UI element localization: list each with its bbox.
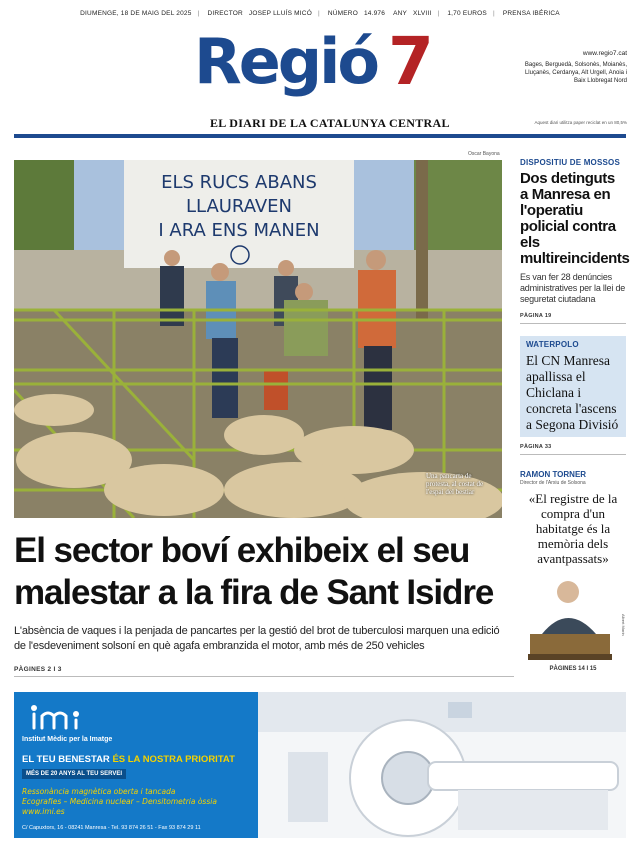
ad-contact: C/ Capuxtors, 16 - 08241 Manresa - Tel. 93 874 26 51 - Fax 93 874 29 11 xyxy=(22,825,201,831)
ad-text-panel xyxy=(14,692,258,838)
portrait-illustration xyxy=(520,574,626,670)
main-headline[interactable]: El sector boví exhibeix el seu malestar a la fira de Sant Isidre xyxy=(14,531,494,612)
sidebar-rule xyxy=(520,454,626,455)
sign-line-1: ELS RUCS ABANS xyxy=(161,172,317,193)
interviewee-name: RAMON TORNER xyxy=(520,470,587,479)
ad-brand: Institut Mèdic per la Imatge xyxy=(22,736,113,743)
interviewee-portrait xyxy=(520,574,626,670)
year-label: ANY xyxy=(393,10,408,17)
masthead-info-bar: DIUMENGE, 18 DE MAIG DEL 2025 | DIRECTOR JOSEP LLUÍS MICÓ | NÚMERO 14.976 ANY XLVIII | 1,70 EUROS | PRENSA IBÉRICA xyxy=(80,10,560,17)
sidebar-interview[interactable] xyxy=(520,470,626,566)
coverage-regions: Bages, Berguedà, Solsonès, Moianès, Lluçanès, Cerdanya, Alt Urgell, Anoia i Baix Llobregat Nord xyxy=(524,62,627,84)
tagline: EL DIARI DE LA CATALUNYA CENTRAL xyxy=(210,116,450,130)
issue-price: 1,70 EUROS xyxy=(447,10,487,17)
ad-slogan-a: EL TEU BENESTAR xyxy=(22,754,110,765)
masthead-rule xyxy=(14,134,626,138)
publisher: PRENSA IBÉRICA xyxy=(502,10,560,17)
ad-services xyxy=(22,787,217,817)
story-page-ref[interactable]: PÀGINA 19 xyxy=(520,313,552,319)
photo-credit: Oscar Bayona xyxy=(468,151,500,157)
sign-line-2: LLAURAVEN xyxy=(185,196,293,217)
ad-service-mri: Ressonància magnètica oberta i tancada xyxy=(22,787,176,796)
ad-slogan-b: ÉS LA NOSTRA PRIORITAT xyxy=(112,754,235,765)
masthead-web-block xyxy=(517,50,627,85)
lead-photo[interactable] xyxy=(14,160,502,518)
number-label: NÚMERO xyxy=(327,10,358,17)
director-name: JOSEP LLUÍS MICÓ xyxy=(248,10,312,17)
ad-website[interactable]: www.imi.es xyxy=(22,807,65,816)
issue-number: 14.976 xyxy=(363,10,386,17)
issue-date: DIUMENGE, 18 DE MAIG DEL 2025 xyxy=(80,10,192,17)
story-kicker: WATERPOLO xyxy=(526,340,579,349)
logo-wordmark: Regió xyxy=(194,25,378,98)
portrait-credit: Albert Marín xyxy=(621,614,626,636)
story-kicker: DISPOSITIU DE MOSSOS xyxy=(520,158,621,167)
interview-page-ref[interactable]: PÀGINES 14 I 15 xyxy=(549,666,597,672)
interview-quote[interactable]: «El registre de la compra d'un habitatge és la memòria dels avantpassats» xyxy=(528,491,618,566)
story-headline[interactable]: El CN Manresa apallissa el Chiclana i concreta l'ascens a Segona Divisió xyxy=(526,353,619,432)
imi-logo-icon xyxy=(28,702,108,732)
sidebar-story-waterpolo-page xyxy=(520,444,626,455)
scanner-illustration xyxy=(258,692,626,838)
sidebar-story-police[interactable] xyxy=(520,158,630,324)
sign-line-3: I ARA ENS MANEN xyxy=(158,220,320,241)
website-link[interactable]: www.regio7.cat xyxy=(582,50,627,57)
ad-badge: MÉS DE 20 ANYS AL TEU SERVEI xyxy=(22,769,126,779)
logo-number: 7 xyxy=(388,23,434,100)
photo-caption: Una pancarta de protesta, al costat de l'espai del bestiar xyxy=(426,472,484,496)
interviewee-role: Director de l'Arxiu de Solsona xyxy=(520,480,586,486)
director-label: DIRECTOR xyxy=(207,10,243,17)
issue-year: XLVIII xyxy=(413,10,432,17)
lead-photo-illustration xyxy=(14,160,502,518)
newspaper-logo[interactable] xyxy=(190,22,450,114)
lead-summary: L'absència de vaques i la penjada de pancartes per la gestió del brot de tuberculosi marquen una edició de l'esdeveniment solsoní en què agafa embranzida el motor, amb més de 250 vehicles xyxy=(14,625,500,652)
ad-slogan xyxy=(22,754,235,765)
story-page-ref[interactable]: PÀGINA 33 xyxy=(520,444,552,450)
ad-service-other: Ecografies – Medicina nuclear – Densitometria òssia xyxy=(22,797,217,806)
sidebar-story-waterpolo[interactable] xyxy=(520,336,626,437)
lead-page-ref[interactable]: PÀGINES 2 I 3 xyxy=(14,666,62,673)
recycled-paper-note: Aquest diari utilitza paper reciclat en un 80,5% xyxy=(534,120,627,125)
story-headline[interactable]: Dos detinguts a Manresa en l'operatiu policial contra els multireincidents xyxy=(520,170,630,267)
story-summary: Es van fer 28 denúncies administratives per la llei de seguretat ciutadana xyxy=(520,272,626,304)
advertisement[interactable] xyxy=(14,692,626,838)
section-rule xyxy=(14,676,514,677)
sidebar-rule xyxy=(520,323,626,324)
ad-photo xyxy=(258,692,626,838)
